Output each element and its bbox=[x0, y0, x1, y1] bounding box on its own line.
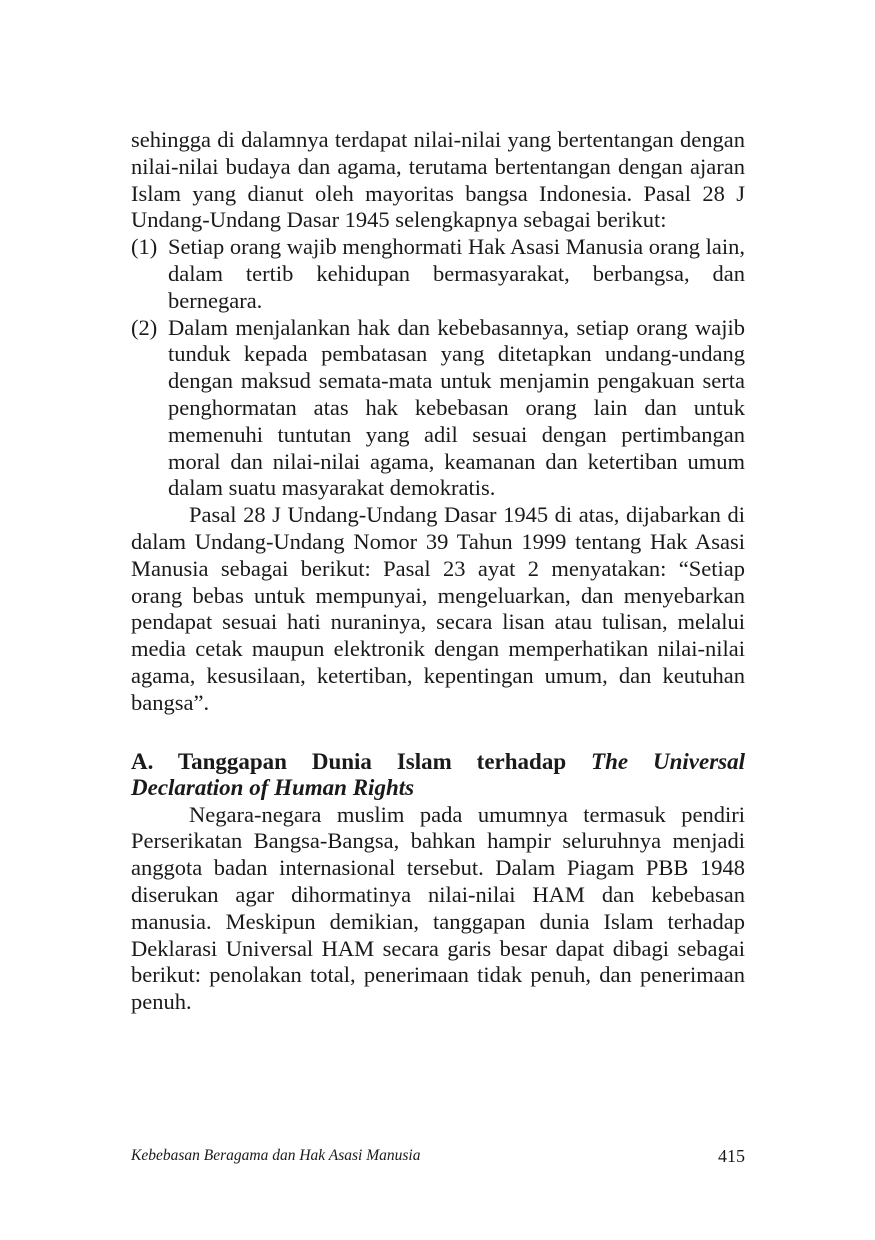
paragraph-muslim-response: Negara-negara muslim pada umumnya termasuk pendiri Perserikatan Bangsa-Bangsa, bahkan hampir seluruhnya menjadi anggota badan internasional tersebut. Dalam Piagam PBB 1948 diserukan agar dihormatinya nilai-nilai HAM dan kebebasan manusia. Meskipun demikian, tanggapan dunia Islam terhadap Deklarasi Universal HAM secara garis besar dapat dibagi sebagai berikut: penolakan total, penerimaan tidak penuh, dan penerimaan penuh. bbox=[131, 801, 745, 1015]
section-heading bbox=[131, 749, 745, 802]
list-number: (2) bbox=[131, 314, 158, 340]
running-footer-title: Kebebasan Beragama dan Hak Asasi Manusia bbox=[131, 1147, 421, 1164]
heading-prefix: A. Tanggapan Dunia Islam terhadap bbox=[131, 748, 592, 774]
page-body bbox=[131, 127, 745, 1016]
intro-paragraph: sehingga di dalamnya terdapat nilai-nilai yang bertentangan dengan nilai-nilai budaya dan agama, terutama bertentangan dengan ajaran Islam yang dianut oleh mayoritas bangsa Indonesia. Pasal 28 J Undang-Undang Dasar 1945 selengkapnya sebagai berikut: bbox=[131, 127, 745, 233]
list-text: Setiap orang wajib menghormati Hak Asasi Manusia orang lain, dalam tertib kehidupan bermasyarakat, berbangsa, dan bernegara. bbox=[168, 234, 745, 313]
list-number: (1) bbox=[131, 234, 158, 260]
list-item bbox=[131, 315, 745, 503]
list-text: Dalam menjalankan hak dan kebebasannya, setiap orang wajib tunduk kepada pembatasan yang ditetapkan undang-undang dengan maksud semata-mata untuk menjamin pengakuan serta penghormatan atas hak kebebasan orang lain dan untuk memenuhi tuntutan yang adil sesuai dengan pertimbangan moral dan nilai-nilai agama, keamanan dan ketertiban umum dalam suatu masyarakat demokratis. bbox=[168, 314, 745, 501]
page-number: 415 bbox=[718, 1146, 745, 1166]
paragraph-law-explanation: Pasal 28 J Undang-Undang Dasar 1945 di atas, dijabarkan di dalam Undang-Undang Nomor 39 Tahun 1999 tentang Hak Asasi Manusia sebagai berikut: Pasal 23 ayat 2 menyatakan: “Setiap orang bebas untuk mempunyai, mengeluarkan, dan menyebarkan pendapat sesuai hati nuraninya, secara lisan atau tulisan, melalui media cetak maupun elektronik dengan memperhatikan nilai-nilai agama, kesusilaan, ketertiban, kepentingan umum, dan keutuhan bangsa”. bbox=[131, 502, 745, 715]
list-item bbox=[131, 234, 745, 314]
heading-italic-title: The Universal Declaration of Human Rights bbox=[131, 748, 745, 801]
